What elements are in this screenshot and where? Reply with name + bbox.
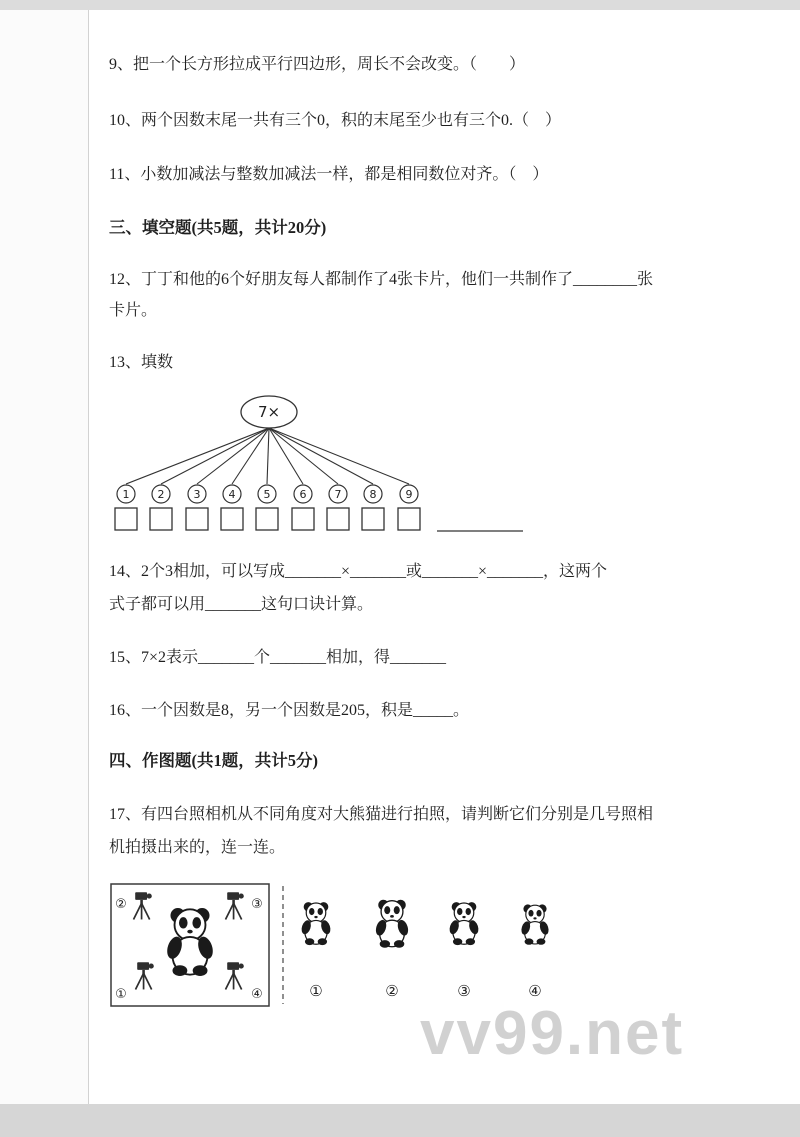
diagram-fan-lines — [126, 428, 409, 484]
question-17-line-2: 机拍摄出来的，连一连。 — [109, 839, 286, 856]
camera-icon-top-right — [226, 892, 244, 919]
svg-text:7: 7 — [334, 488, 342, 501]
svg-text:8: 8 — [369, 488, 377, 501]
svg-text:2: 2 — [157, 488, 165, 501]
camera-icon-bottom-left — [136, 962, 154, 989]
question-12-line-1: 12、丁丁和他的6个好朋友每人都制作了4张卡片，他们一共制作了________张 — [109, 271, 654, 288]
camera-icon-bottom-right — [226, 962, 244, 989]
svg-text:9: 9 — [405, 488, 413, 501]
camera-label-top-left: ② — [115, 897, 127, 912]
question-15: 15、7×2表示_______个_______相加，得_______ — [109, 649, 447, 666]
photo-panda-1-icon — [300, 902, 332, 945]
photo-panda-4-icon — [520, 904, 550, 944]
question-16: 16、一个因数是8，另一个因数是205，积是_____。 — [109, 702, 470, 719]
svg-text:1: 1 — [122, 488, 130, 501]
photo-panda-2-icon — [374, 900, 410, 948]
document-page — [88, 10, 800, 1104]
photo-label-1: ① — [309, 982, 323, 1000]
question-14-line-2: 式子都可以用_______这句口诀计算。 — [109, 596, 374, 613]
viewer-bottom-margin — [0, 1104, 800, 1137]
diagram-oval-label: 7× — [257, 403, 281, 421]
viewer-top-margin — [0, 0, 800, 10]
photo-label-2: ② — [385, 982, 399, 1000]
question-9: 9、把一个长方形拉成平行四边形，周长不会改变。（ ） — [109, 56, 526, 73]
camera-label-bottom-left: ① — [115, 987, 127, 1002]
photo-label-4: ④ — [528, 982, 542, 1000]
svg-text:6: 6 — [299, 488, 307, 501]
camera-label-top-right: ③ — [251, 897, 263, 912]
fill-number-diagram — [107, 382, 547, 552]
question-14-line-1: 14、2个3相加，可以写成_______×_______或_______×_______，这两个 — [109, 563, 608, 580]
question-12-line-2: 卡片。 — [109, 302, 158, 319]
panda-camera-figure — [109, 882, 649, 1010]
question-10: 10、两个因数末尾一共有三个0，积的末尾至少也有三个0.（ ） — [109, 112, 562, 129]
svg-text:3: 3 — [193, 488, 201, 501]
svg-text:5: 5 — [263, 488, 271, 501]
diagram-answer-squares — [115, 508, 420, 530]
section-3-title: 三、填空题(共5题，共计20分) — [109, 218, 327, 237]
camera-label-bottom-right: ④ — [251, 987, 263, 1002]
photo-panda-3-icon — [448, 902, 480, 945]
camera-icon-top-left — [134, 892, 152, 919]
question-11: 11、小数加减法与整数加减法一样，都是相同数位对齐。（ ） — [109, 166, 549, 183]
svg-text:4: 4 — [228, 488, 236, 501]
big-panda-icon — [165, 908, 216, 976]
watermark: vv99.net — [420, 999, 685, 1068]
photo-label-3: ③ — [457, 982, 471, 1000]
section-4-title: 四、作图题(共1题，共计5分) — [109, 751, 318, 770]
question-13: 13、填数 — [109, 354, 174, 371]
diagram-circle-numbers — [123, 488, 413, 501]
question-17-line-1: 17、有四台照相机从不同角度对大熊猫进行拍照，请判断它们分别是几号照相 — [109, 806, 654, 823]
